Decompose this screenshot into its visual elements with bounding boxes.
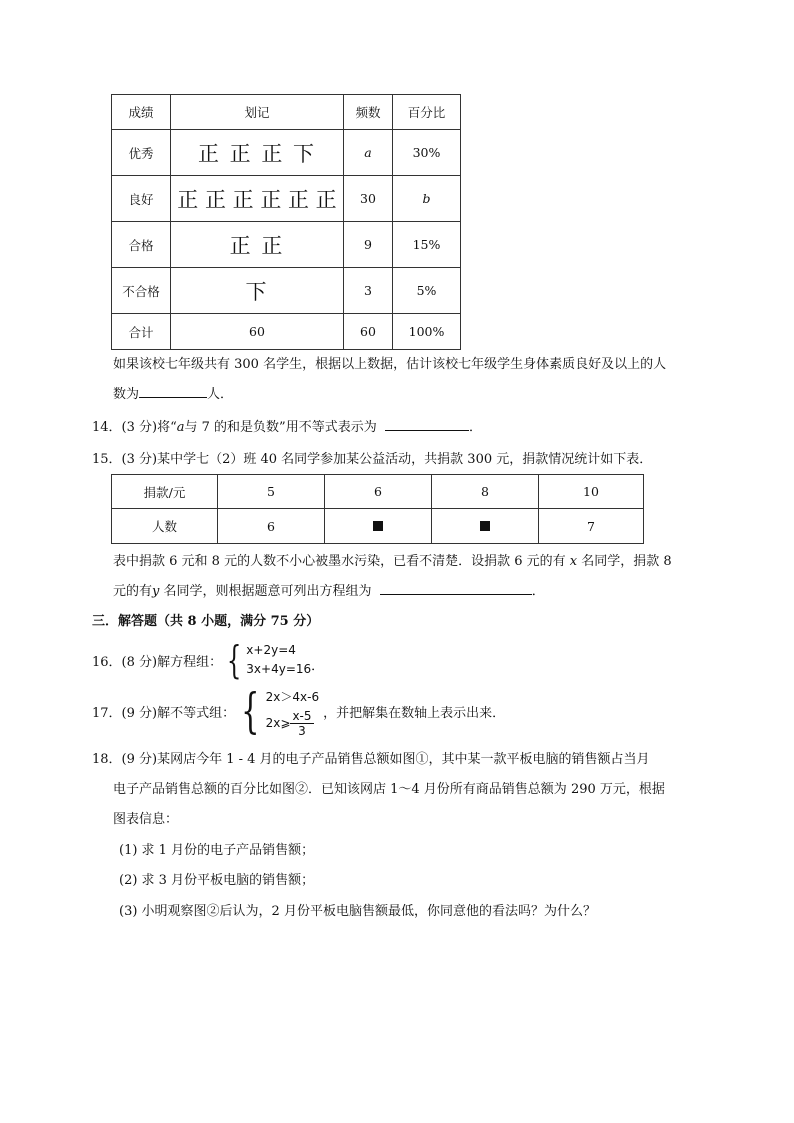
- q17-text: 解不等式组：: [157, 705, 236, 721]
- donation-cell: 6: [325, 475, 432, 509]
- inequality-2: [266, 709, 319, 738]
- donation-cell: 8: [432, 475, 539, 509]
- fraction-numerator: x-5: [292, 708, 312, 723]
- q15-end: ．: [531, 584, 545, 599]
- brace-icon: {: [226, 638, 242, 682]
- q18-line3: 图表信息：: [113, 812, 179, 827]
- question-18: [92, 746, 650, 774]
- tally-cell: 正 正 正 正 正 正: [171, 176, 344, 222]
- count-cell: 6: [218, 509, 325, 544]
- tally-cell: 正 正: [171, 222, 344, 268]
- q15-para2-a: 元的有: [113, 584, 153, 599]
- fraction: [290, 709, 313, 738]
- tally-cell: 正 正 正 下: [171, 130, 344, 176]
- q15-number: 15．(3 分): [92, 452, 158, 467]
- freq-cell: a: [344, 130, 393, 176]
- q13-line2: [113, 381, 233, 409]
- q14-var: a: [176, 420, 185, 435]
- answer-blank[interactable]: [385, 418, 469, 431]
- q15-para1-a: 表中捐款 6 元和 8 元的人数不小心被墨水污染，已看不清楚．设捐款 6 元的有: [113, 554, 566, 569]
- question-14: [92, 414, 482, 442]
- fraction-denominator: 3: [298, 723, 306, 738]
- freq-cell: 30: [344, 176, 393, 222]
- table-row: [112, 222, 461, 268]
- header-grade: 成绩: [112, 95, 171, 130]
- q15-para2-b: 名同学，则根据题意可列出方程组为: [163, 584, 372, 599]
- answer-blank[interactable]: [380, 582, 532, 595]
- tally-cell: 60: [171, 314, 344, 350]
- q14-text-a: 将“: [157, 420, 177, 435]
- ink-blot: [480, 521, 490, 531]
- q18-sub2: (2) 求 3 月份平板电脑的销售额；: [119, 873, 315, 888]
- tally-table: [111, 94, 461, 350]
- equation-system: [246, 641, 311, 679]
- q14-end: ．: [468, 420, 482, 435]
- tally-cell: 下: [171, 268, 344, 314]
- section-title: 三．解答题（共 8 小题，满分 75 分）: [92, 614, 320, 629]
- grade-cell: 不合格: [112, 268, 171, 314]
- equation-2: 3x+4y=16: [246, 662, 312, 676]
- q15-para1: [113, 548, 672, 576]
- q18-sub1: (1) 求 1 月份的电子产品销售额；: [119, 843, 315, 858]
- q13-line2-a: 数为: [113, 387, 140, 402]
- donation-cell: 10: [539, 475, 644, 509]
- freq-cell: 9: [344, 222, 393, 268]
- table-header-row: [112, 95, 461, 130]
- grade-cell: 合格: [112, 222, 171, 268]
- table-row-total: [112, 314, 461, 350]
- answer-blank[interactable]: [139, 385, 207, 398]
- grade-cell: 良好: [112, 176, 171, 222]
- pct-cell: 5%: [393, 268, 461, 314]
- equation-1: x+2y=4: [246, 643, 296, 657]
- pct-cell: 100%: [393, 314, 461, 350]
- pct-cell: b: [393, 176, 461, 222]
- table-row: [112, 130, 461, 176]
- q15-para1-b: 名同学，捐款 8: [581, 554, 672, 569]
- q13-line1: 如果该校七年级共有 300 名学生，根据以上数据，估计该校七年级学生身体素质良好及以上的人: [113, 357, 667, 372]
- pct-cell: 15%: [393, 222, 461, 268]
- q16-number: 16．(8 分): [92, 654, 158, 670]
- table-row: [112, 176, 461, 222]
- donation-table: [111, 474, 644, 544]
- ink-blot-cell: [432, 509, 539, 544]
- question-15: [92, 446, 652, 474]
- question-17: [92, 684, 505, 738]
- count-cell: 7: [539, 509, 644, 544]
- header-freq: 频数: [344, 95, 393, 130]
- header-pct: 百分比: [393, 95, 461, 130]
- q14-text-b: 与 7 的和是负数”用不等式表示为: [184, 420, 377, 435]
- ink-blot: [373, 521, 383, 531]
- ink-blot-cell: [325, 509, 432, 544]
- q17-tail: ，并把解集在数轴上表示出来．: [323, 705, 506, 721]
- freq-cell: 3: [344, 268, 393, 314]
- donation-header-cell: 人数: [112, 509, 218, 544]
- q18-line1: 某网店今年 1 - 4 月的电子产品销售总额如图①，其中某一款平板电脑的销售额占当月: [157, 752, 650, 767]
- question-16: [92, 638, 324, 682]
- q15-para2: [113, 578, 545, 606]
- table-row: [112, 268, 461, 314]
- donation-cell: 5: [218, 475, 325, 509]
- q18-sub3: (3) 小明观察图②后认为，2 月份平板电脑售额最低，你同意他的看法吗？为什么？: [119, 904, 596, 919]
- table-row: [112, 475, 644, 509]
- brace-icon: {: [241, 683, 260, 739]
- inequality-2-left: 2x⩾: [265, 715, 291, 730]
- header-tally: 划记: [171, 95, 344, 130]
- q15-text: 某中学七（2）班 40 名同学参加某公益活动，共捐款 300 元，捐款情况统计如下表．: [157, 452, 653, 467]
- pct-cell: 30%: [393, 130, 461, 176]
- table-row: [112, 509, 644, 544]
- var-x: x: [569, 554, 578, 569]
- freq-cell: 60: [344, 314, 393, 350]
- grade-cell: 合计: [112, 314, 171, 350]
- q17-number: 17．(9 分): [92, 705, 158, 721]
- q14-number: 14．(3 分): [92, 420, 158, 435]
- grade-cell: 优秀: [112, 130, 171, 176]
- q16-end: ．: [311, 659, 325, 674]
- q16-text: 解方程组：: [157, 654, 223, 670]
- q18-line2: 电子产品销售总额的百分比如图②．已知该网店 1～4 月份所有商品销售总额为 290 万元，根据: [113, 782, 665, 797]
- q13-line2-b: 人．: [207, 387, 234, 402]
- inequality-system: [266, 685, 319, 738]
- inequality-1: 2x＞4x-6: [265, 689, 320, 704]
- donation-header-cell: 捐款/元: [112, 475, 218, 509]
- var-y: y: [152, 584, 160, 599]
- q18-number: 18．(9 分): [92, 752, 158, 767]
